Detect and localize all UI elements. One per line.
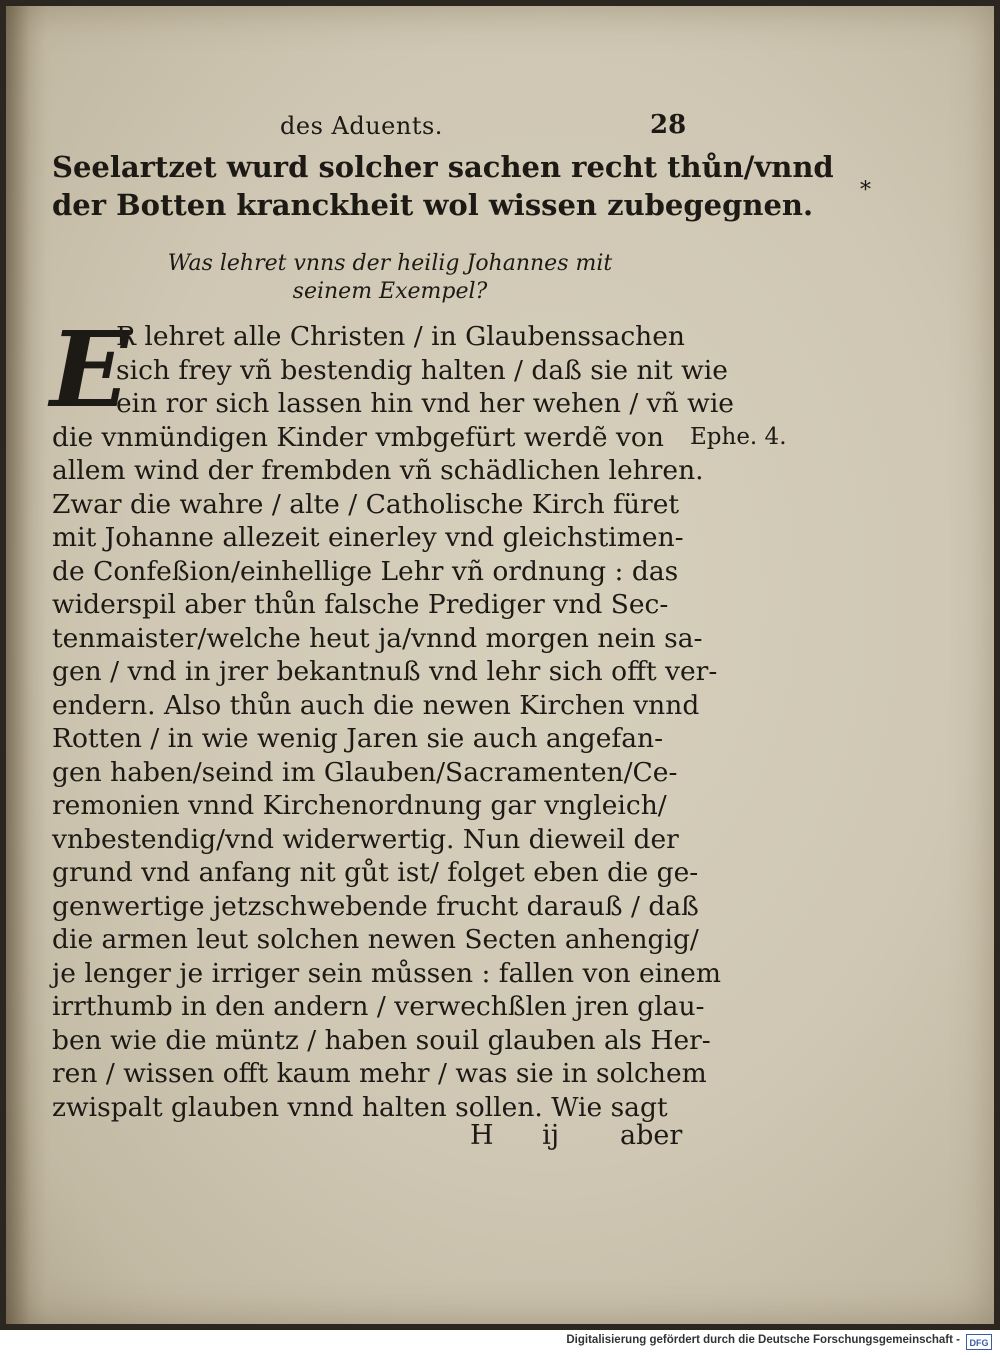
heading-line: Was lehret vnns der heilig Johannes mit: [167, 251, 613, 276]
text-line: grund vnd anfang nit gůt ist/ folget eben die ge-: [52, 857, 699, 888]
text-line: ein ror sich lassen hin vnd her wehen / vñ wie: [116, 388, 734, 419]
text-line: Zwar die wahre / alte / Catholische Kirch füret: [52, 488, 680, 520]
margin-note: Ephe. 4.: [690, 424, 787, 450]
heading-line: seinem Exempel?: [292, 279, 488, 304]
decorated-initial: E: [50, 308, 130, 431]
text-line: vnbestendig/vnd widerwertig. Nun dieweil der: [52, 823, 679, 855]
catchword: aber: [620, 1120, 683, 1151]
text-line: gen / vnd in jrer bekantnuß vnd lehr sich offt ver-: [52, 656, 718, 687]
text-line: der Botten kranckheit wol wissen zubegegnen.: [52, 188, 814, 222]
body-text: [50, 308, 734, 1124]
intro-block: [52, 148, 834, 224]
text-line: sich frey vñ bestendig halten / daß sie nit wie: [116, 354, 728, 386]
text-line: gen haben/seind im Glauben/Sacramenten/Ce-: [52, 756, 678, 788]
text-line: allem wind der frembden vñ schädlichen lehren.: [52, 455, 704, 486]
text-line: ren / wissen offt kaum mehr / was sie in solchem: [52, 1058, 707, 1089]
margin-mark: *: [860, 178, 871, 203]
binding-shadow: [6, 6, 46, 1324]
text-line: endern. Also thůn auch die newen Kirchen vnnd: [52, 689, 700, 721]
section-heading: [120, 250, 660, 306]
dfg-logo: DFG: [966, 1334, 992, 1350]
text-line: je lenger je irriger sein můssen : fallen von einem: [52, 957, 721, 989]
text-line: Seelartzet wurd solcher sachen recht thůn/vnnd: [52, 150, 834, 184]
text-line: die vnmündigen Kinder vmbgefürt werdẽ von: [52, 421, 664, 453]
footer-bar: [0, 1330, 1000, 1355]
page-number: 28: [650, 110, 687, 140]
text-line: widerspil aber thůn falsche Prediger vnd Sec-: [52, 589, 669, 620]
text-line: tenmaister/welche heut ja/vnnd morgen nein sa-: [52, 622, 703, 654]
running-head: des Aduents.: [280, 112, 443, 140]
text-line: de Confeßion/einhellige Lehr vñ ordnung : das: [52, 555, 679, 587]
text-line: mit Johanne allezeit einerley vnd gleichstimen-: [52, 522, 684, 553]
text-line: zwispalt glauben vnnd halten sollen. Wie sagt: [52, 1091, 668, 1123]
text-line: genwertige jetzschwebende frucht darauß / daß: [52, 890, 699, 922]
funding-credit: Digitalisierung gefördert durch die Deutsche Forschungsgemeinschaft -: [566, 1334, 960, 1346]
text-line: irrthumb in den andern / verwechßlen jren glau-: [52, 991, 705, 1022]
text-line: remonien vnnd Kirchenordnung gar vngleich/: [52, 790, 667, 821]
text-line: R lehret alle Christen / in Glaubenssachen: [116, 321, 685, 352]
text-line: ben wie die müntz / haben souil glauben als Her-: [52, 1024, 711, 1056]
text-line: die armen leut solchen newen Secten anhengig/: [52, 924, 699, 955]
signature-mark: H ij: [470, 1120, 560, 1151]
text-line: Rotten / in wie wenig Jaren sie auch angefan-: [52, 723, 664, 754]
